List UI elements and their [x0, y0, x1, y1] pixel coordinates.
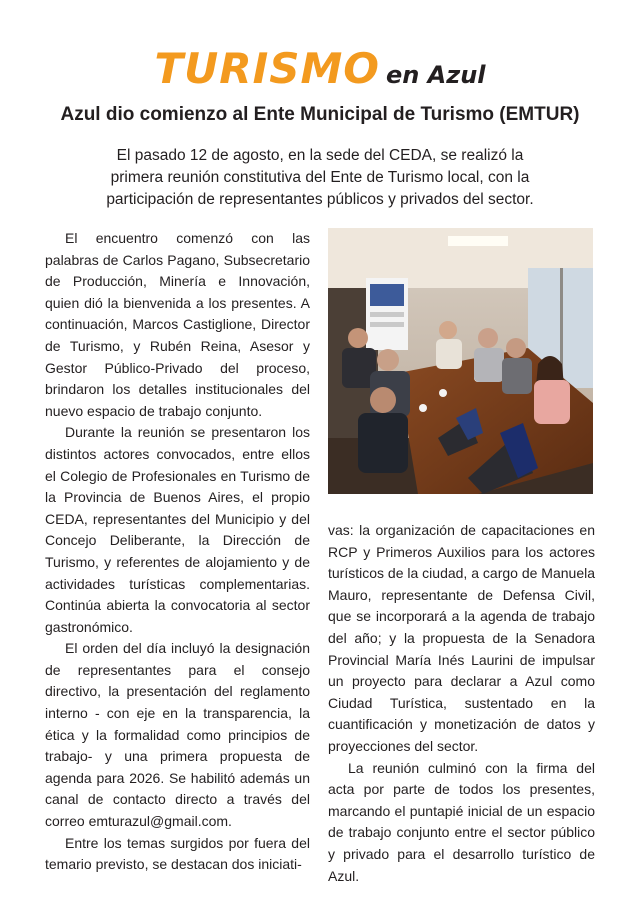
meeting-photo — [328, 228, 593, 494]
article-headline: Azul dio comienzo al Ente Municipal de Turismo (EMTUR) — [60, 104, 580, 125]
paragraph-5: La reunión culminó con la firma del acta por parte de todos los presentes, marcando el puntapié inicial de un espacio de trabajo conjunto entre el sector público y privado para el desarrollo turístico de Azul. — [328, 759, 595, 884]
paragraph-4-continued: vas: la organización de capacitaciones en RCP y Primeros Auxilios para los actores turísticos de la ciudad, a cargo de Manuela Mauro, representante de Defensa Civil, que se incorporará a la agenda de trabajo del año; y la propuesta de la Senadora Provincial María Inés Laurini de impulsar un proyecto para declarar a Azul como Ciudad Turística, sustentado en la cuantificación y monetización de datos y proyecciones del sector. — [328, 522, 595, 754]
body-column-right — [328, 520, 595, 887]
paragraph-4: Entre los temas surgidos por fuera del temario previsto, se destacan dos iniciati- — [45, 834, 310, 873]
masthead-en-azul: en Azul — [385, 61, 486, 89]
paragraph-3: El orden del día incluyó la designación de representantes para el consejo directivo, la presentación del reglamento interno - con eje en la transparencia, la ética y la formalidad como principios de trabajo- y una primera propuesta de agenda para 2026. Se habilitó además un canal de contacto directo a través del correo emturazul@gmail.com. — [45, 640, 310, 830]
meeting-photo-illustration — [328, 228, 593, 494]
article-lede: El pasado 12 de agosto, en la sede del CEDA, se realizó la primera reunión constitutiva del Ente de Turismo local, con la participación de representantes públicos y privados del sector. — [106, 147, 534, 208]
body-column-left — [45, 228, 310, 876]
paragraph-2: Durante la reunión se presentaron los distintos actores convocados, entre ellos el Colegio de Profesionales en Turismo de la Provincia de Buenos Aires, el propio CEDA, representantes del Municipio y del Concejo Deliberante, la Dirección de Turismo, y referentes de alojamiento y de actividades turísticas complementarias. Continúa abierta la convocatoria al sector gastronómico. — [45, 424, 310, 635]
masthead — [0, 44, 640, 93]
masthead-turismo: TURISMO — [154, 44, 380, 93]
paragraph-1: El encuentro comenzó con las palabras de Carlos Pagano, Subsecretario de Producción, Minería e Innovación, quien dió la bienvenida a los presentes. A continuación, Marcos Castiglione, Director de Turismo, y Rubén Reina, Asesor y Gestor Público-Privado del proceso, brindaron los detalles institucionales del nuevo espacio de trabajo conjunto. — [45, 230, 310, 419]
